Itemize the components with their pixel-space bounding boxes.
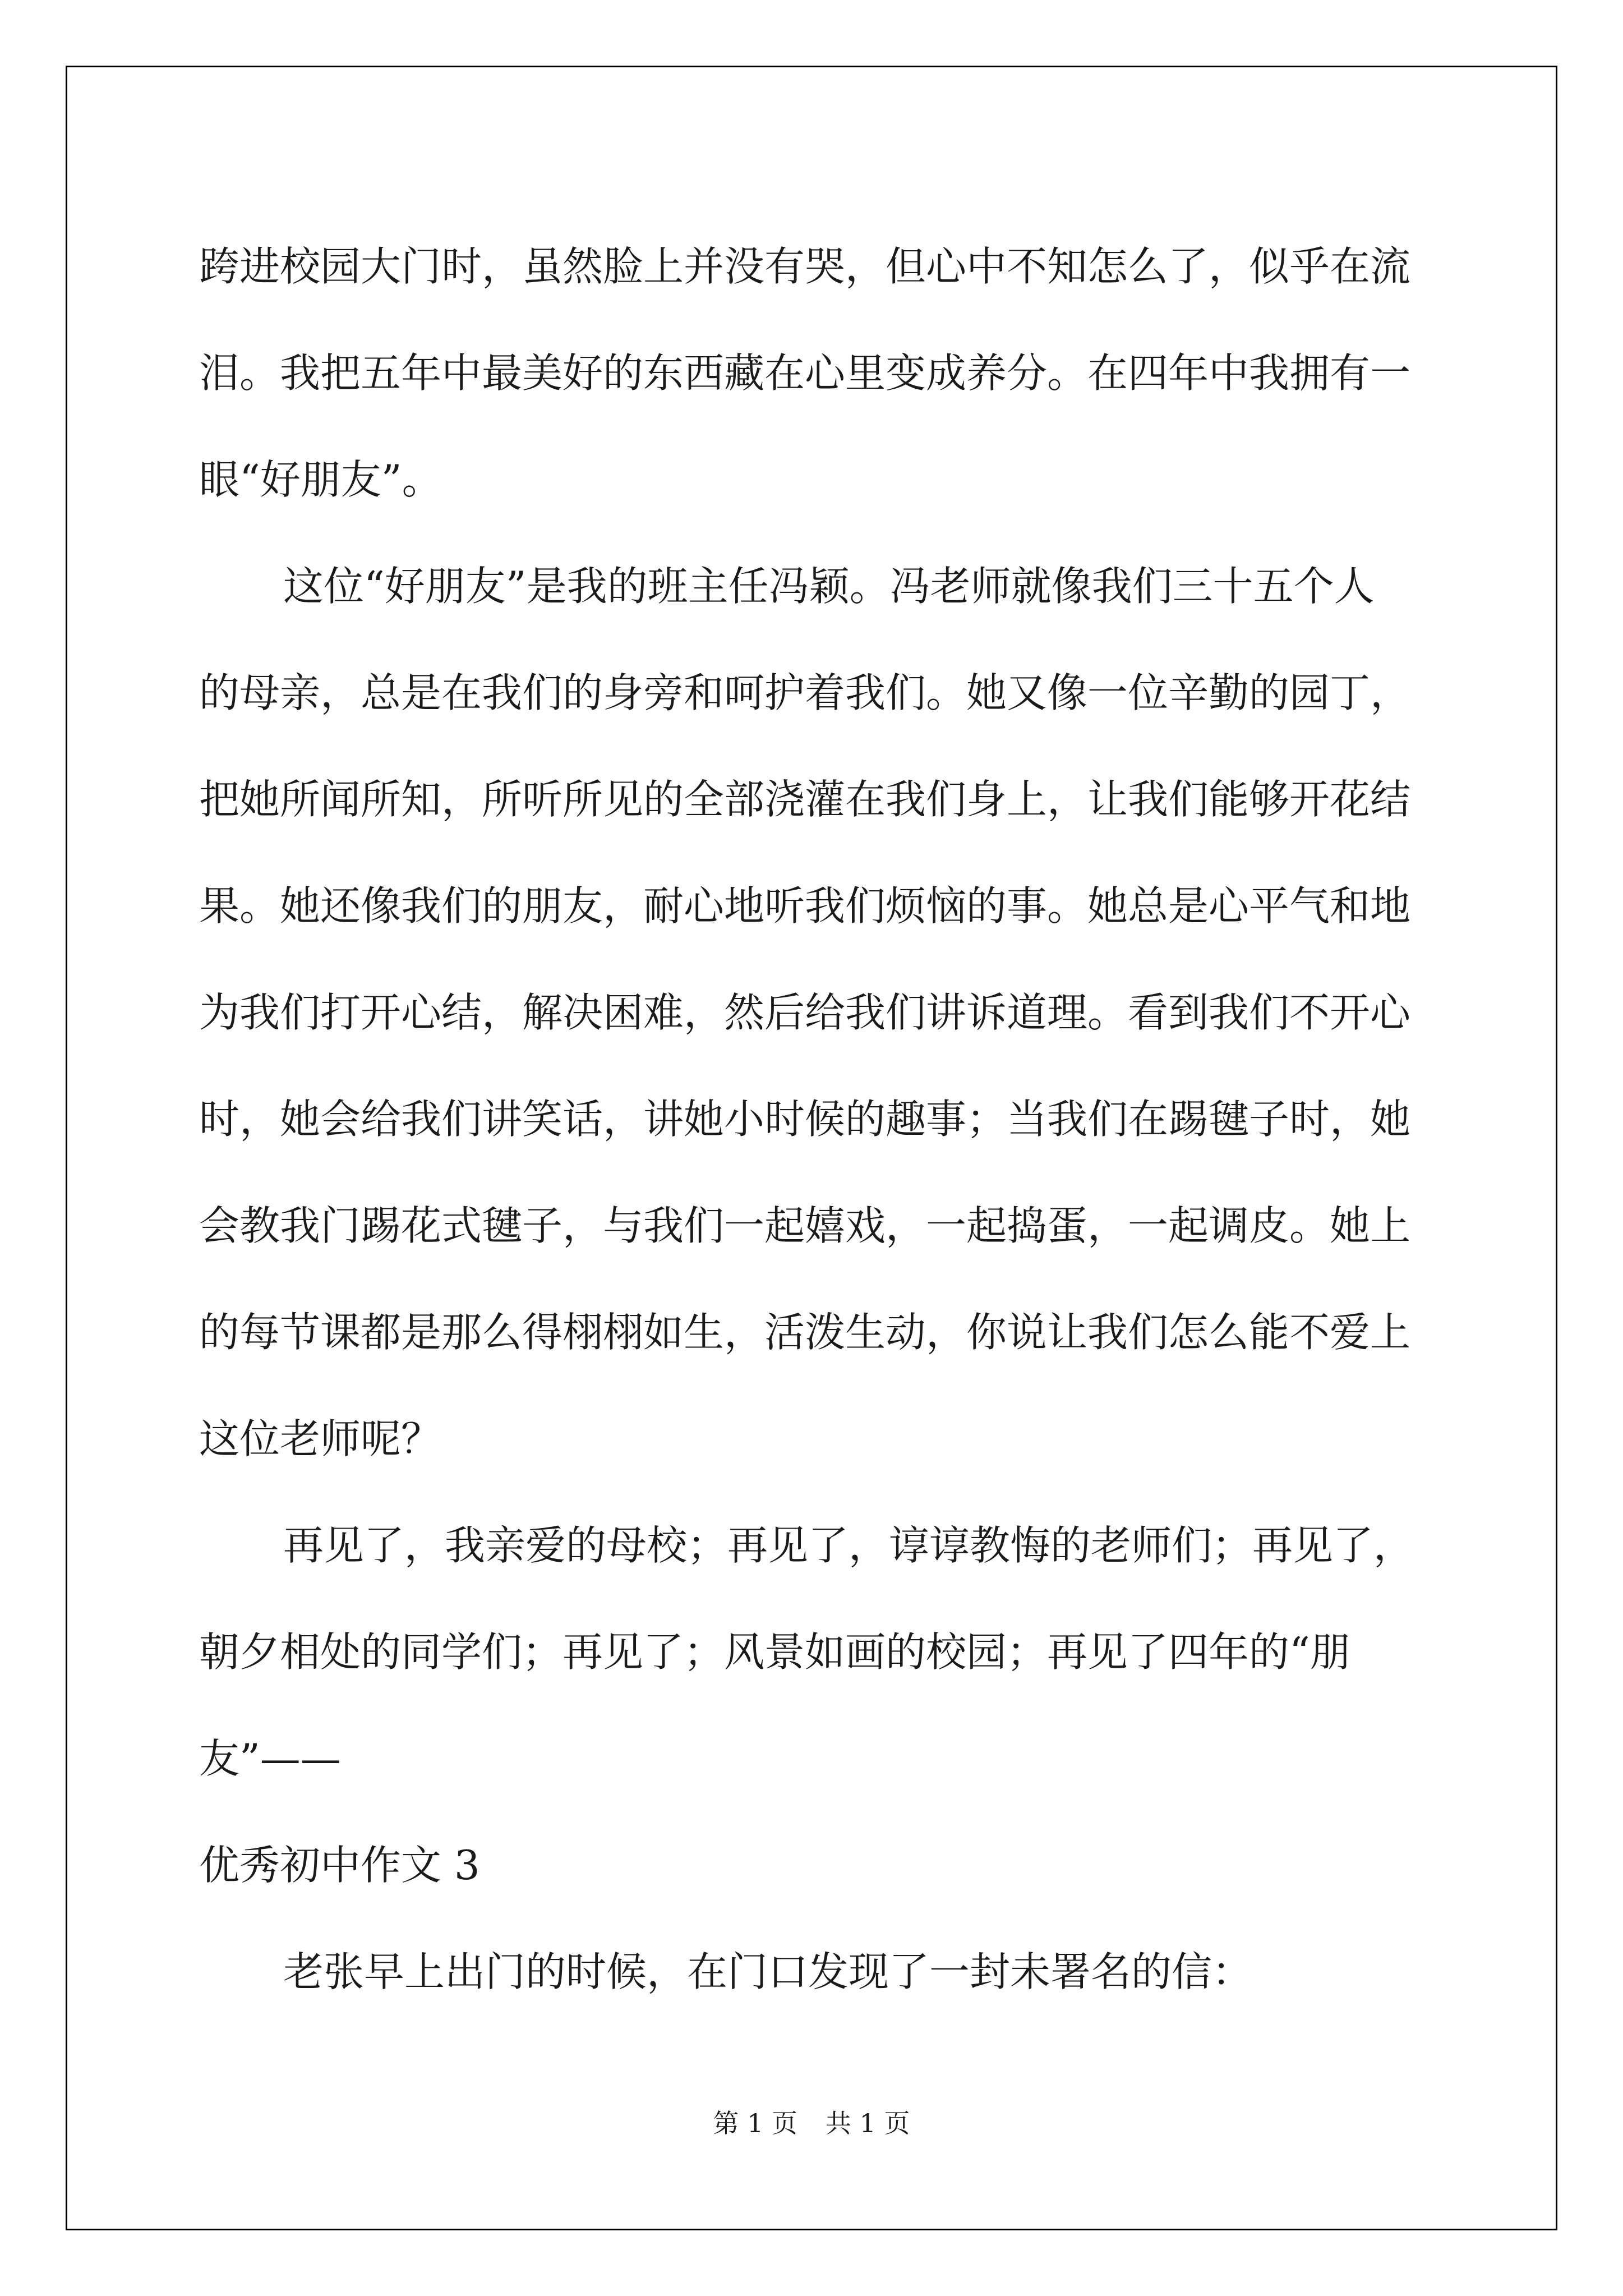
text-line: 跨进校园大门时，虽然脸上并没有哭，但心中不知怎么了，似乎在流 bbox=[199, 243, 1411, 290]
paragraph-start-line: 老张早上出门的时候，在门口发现了一封未署名的信： bbox=[283, 1948, 1253, 1995]
text-line: 会教我门踢花式毽子，与我们一起嬉戏，一起捣蛋，一起调皮。她上 bbox=[199, 1202, 1411, 1249]
text-line: 果。她还像我们的朋友，耐心地听我们烦恼的事。她总是心平气和地 bbox=[199, 882, 1411, 930]
text-line: 友”—— bbox=[199, 1735, 341, 1782]
text-line: 这位老师呢？ bbox=[199, 1415, 442, 1462]
text-line: 的母亲，总是在我们的身旁和呵护着我们。她又像一位辛勤的园丁， bbox=[199, 669, 1411, 716]
text-line: 泪。我把五年中最美好的东西藏在心里变成养分。在四年中我拥有一 bbox=[199, 349, 1411, 397]
text-line: 眼“好朋友”。 bbox=[199, 456, 442, 503]
text-line: 为我们打开心结，解决困难，然后给我们讲诉道理。看到我们不开心 bbox=[199, 989, 1411, 1036]
text-line: 的每节课都是那么得栩栩如生，活泼生动，你说让我们怎么能不爱上 bbox=[199, 1309, 1411, 1356]
document-body bbox=[199, 213, 1422, 2025]
page-number: 第 1 页 bbox=[713, 2108, 797, 2138]
paragraph-start-line: 再见了，我亲爱的母校；再见了，谆谆教悔的老师们；再见了， bbox=[283, 1522, 1414, 1569]
total-pages: 共 1 页 bbox=[826, 2108, 910, 2138]
section-heading: 优秀初中作文 3 bbox=[199, 1842, 480, 1889]
page-footer bbox=[0, 2106, 1623, 2140]
text-line: 把她所闻所知，所听所见的全部浇灌在我们身上，让我们能够开花结 bbox=[199, 776, 1411, 823]
text-line: 朝夕相处的同学们；再见了；风景如画的校园；再见了四年的“朋 bbox=[199, 1628, 1350, 1676]
paragraph-start-line: 这位“好朋友”是我的班主任冯颖。冯老师就像我们三十五个人 bbox=[283, 563, 1375, 610]
text-line: 时，她会给我们讲笑话，讲她小时候的趣事；当我们在踢毽子时，她 bbox=[199, 1096, 1411, 1143]
